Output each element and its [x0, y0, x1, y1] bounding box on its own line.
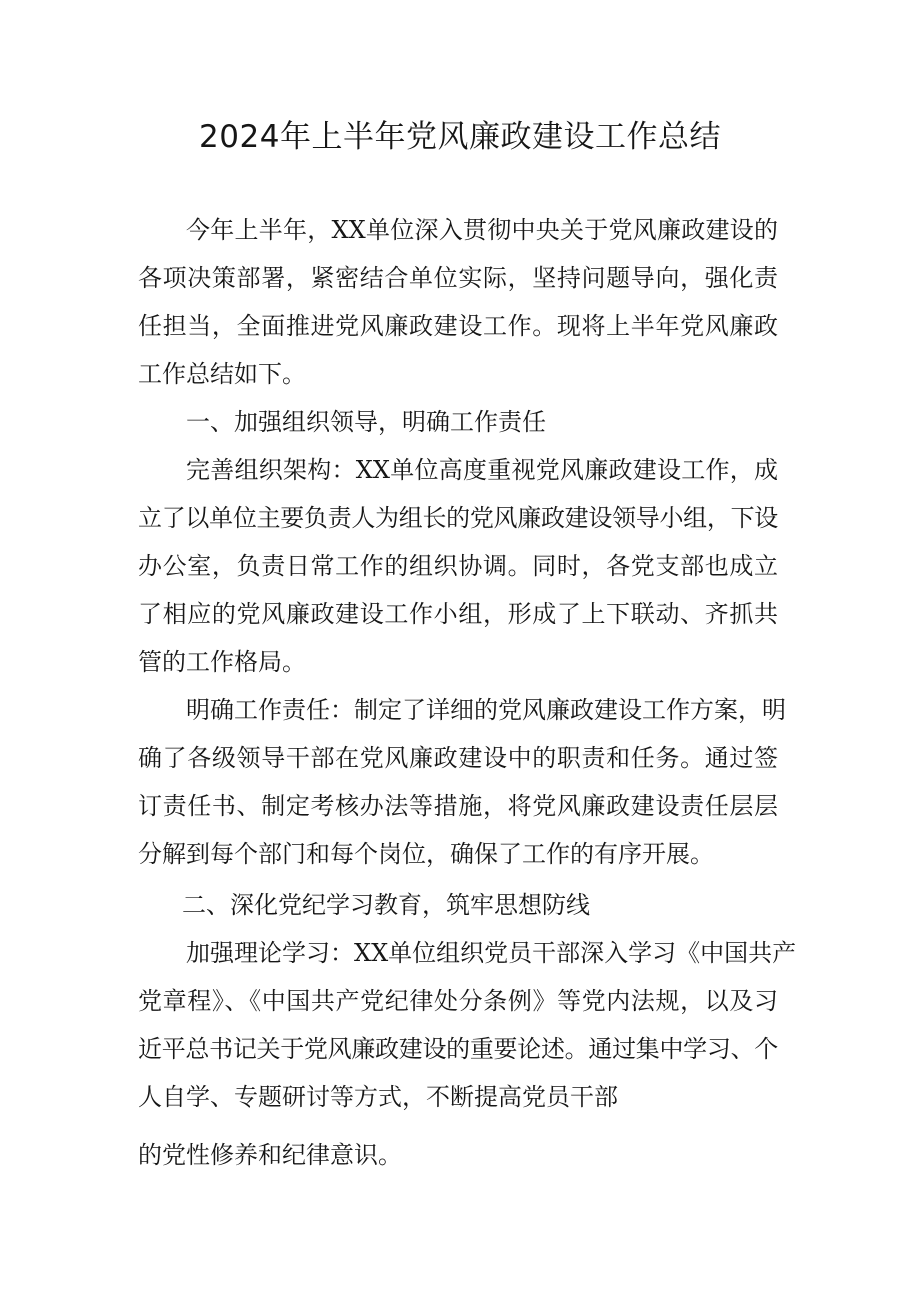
intro-line: 任担当，全面推进党风廉政建设工作。现将上半年党风廉政 [138, 312, 778, 340]
intro-line: 今年上半年，XX单位深入贯彻中央关于党风廉政建设的 [186, 216, 778, 244]
intro-line: 工作总结如下。 [138, 360, 306, 388]
paragraph-line: 加强理论学习：XX单位组织党员干部深入学习《中国共产 [186, 939, 797, 967]
paragraph-line: 完善组织架构：XX单位高度重视党风廉政建设工作，成 [186, 456, 778, 484]
section-heading-2: 二、深化党纪学习教育，筑牢思想防线 [182, 891, 590, 919]
paragraph-line: 党章程》、《中国共产党纪律处分条例》等党内法规，以及习 [138, 987, 778, 1015]
paragraph-line: 办公室，负责日常工作的组织协调。同时，各党支部也成立 [138, 552, 778, 580]
paragraph-line: 立了以单位主要负责人为组长的党风廉政建设领导小组，下设 [138, 504, 778, 532]
paragraph-line: 明确工作责任：制定了详细的党风廉政建设工作方案，明 [186, 696, 786, 724]
intro-line: 各项决策部署，紧密结合单位实际，坚持问题导向，强化责 [138, 264, 778, 292]
paragraph-line: 分解到每个部门和每个岗位，确保了工作的有序开展。 [138, 840, 714, 868]
document-title: 2024年上半年党风廉政建设工作总结 [199, 119, 721, 155]
paragraph-line: 管的工作格局。 [138, 648, 306, 676]
section-heading-1: 一、加强组织领导，明确工作责任 [186, 408, 546, 436]
paragraph-line: 确了各级领导干部在党风廉政建设中的职责和任务。通过签 [138, 744, 778, 772]
paragraph-line: 了相应的党风廉政建设工作小组，形成了上下联动、齐抓共 [138, 600, 778, 628]
paragraph-line: 近平总书记关于党风廉政建设的重要论述。通过集中学习、个 [138, 1035, 778, 1063]
paragraph-line: 人自学、专题研讨等方式，不断提高党员干部 [138, 1083, 618, 1111]
paragraph-line: 订责任书、制定考核办法等措施，将党风廉政建设责任层层 [138, 792, 778, 820]
paragraph-line: 的党性修养和纪律意识。 [138, 1141, 402, 1169]
